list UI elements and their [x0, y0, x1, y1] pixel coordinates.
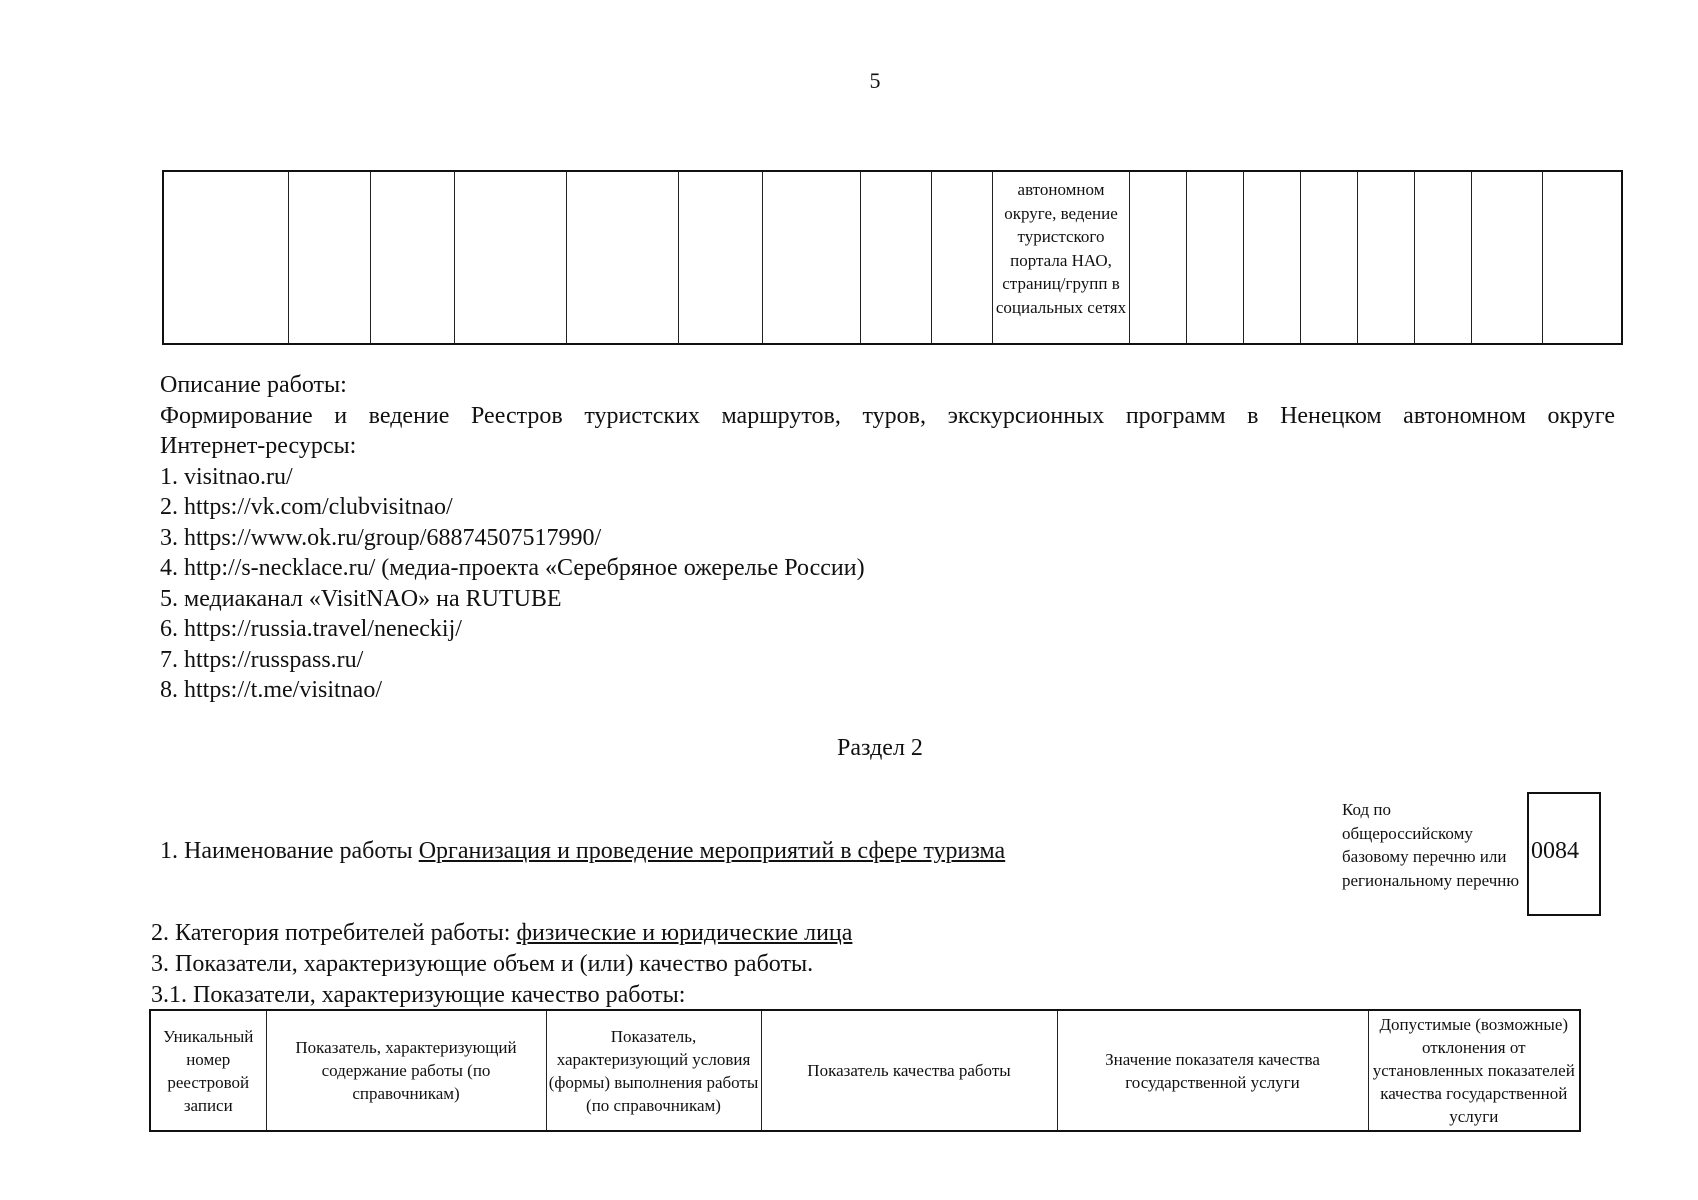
- table-cell: [861, 171, 932, 344]
- table-cell: [1415, 171, 1472, 344]
- section-title: Раздел 2: [837, 735, 923, 761]
- resources-heading: Интернет-ресурсы:: [160, 433, 357, 459]
- table-header-cell: Уникальный номер реестровой записи: [150, 1010, 266, 1131]
- list-item: 8. https://t.me/visitnao/: [160, 677, 382, 703]
- list-item: 5. медиаканал «VisitNAO» на RUTUBE: [160, 585, 562, 612]
- table-header-cell: Показатель, характеризующий содержание работы (по справочникам): [266, 1010, 546, 1131]
- table-cell: [1358, 171, 1415, 344]
- table-cell: [1301, 171, 1358, 344]
- list-item: 6. https://russia.travel/neneckij/: [160, 616, 462, 642]
- table-cell: [567, 171, 679, 344]
- table-cell: [455, 171, 567, 344]
- description-text: Формирование и ведение Реестров туристских маршрутов, туров, экскурсионных программ в Ненецком автономном округе: [160, 402, 1615, 429]
- page-number: 5: [869, 68, 881, 93]
- continued-table: [162, 170, 1623, 345]
- table-cell: [1244, 171, 1301, 344]
- table-cell: [932, 171, 993, 344]
- consumers-line: [151, 920, 852, 947]
- consumers-label: 2. Категория потребителей работы:: [151, 920, 517, 946]
- table-cell: [163, 171, 289, 344]
- list-item: 7. https://russpass.ru/: [160, 646, 364, 673]
- table-cell: [1472, 171, 1543, 344]
- work-description: [160, 370, 1615, 706]
- table-cell-text: автономном округе, ведение туристского портала НАО, страниц/групп в социальных сетях: [995, 180, 1127, 317]
- table-cell: [1543, 171, 1623, 344]
- quality-indicators-line: 3.1. Показатели, характеризующие качество работы:: [151, 982, 686, 1008]
- code-label: Код по общероссийскому базовому перечню или региональному перечню: [1342, 800, 1520, 890]
- code-box: [1527, 792, 1601, 916]
- table-cell: [679, 171, 763, 344]
- quality-table: [149, 1009, 1581, 1132]
- table-row: [163, 171, 1622, 344]
- table-header-row: [150, 1010, 1580, 1131]
- description-heading: Описание работы:: [160, 372, 347, 398]
- indicators-line: 3. Показатели, характеризующие объем и (или) качество работы.: [151, 951, 814, 977]
- table-header-cell: Значение показателя качества государственной услуги: [1057, 1010, 1368, 1131]
- table-cell: [1187, 171, 1244, 344]
- work-name-value: Организация и проведение мероприятий в сфере туризма: [418, 838, 1006, 864]
- code-value: 0084: [1531, 838, 1579, 864]
- consumers-value: физические и юридические лица: [516, 920, 853, 946]
- list-item: 2. https://vk.com/clubvisitnao/: [160, 494, 453, 520]
- table-header-cell: Показатель качества работы: [761, 1010, 1057, 1131]
- work-name-label: 1. Наименование работы: [160, 838, 419, 864]
- table-cell: [763, 171, 861, 344]
- table-header-cell: Показатель, характеризующий условия (формы) выполнения работы (по справочникам): [546, 1010, 761, 1131]
- work-name: [160, 838, 1005, 865]
- table-cell: [993, 171, 1130, 344]
- list-item: 4. http://s-necklace.ru/ (медиа-проекта «Серебряное ожерелье России): [160, 555, 865, 581]
- list-item: 1. visitnao.ru/: [160, 463, 293, 490]
- table-cell: [289, 171, 371, 344]
- table-header-cell: Допустимые (возможные) отклонения от установленных показателей качества государственной услуги: [1368, 1010, 1580, 1131]
- list-item: 3. https://www.ok.ru/group/68874507517990/: [160, 524, 602, 551]
- table-cell: [371, 171, 455, 344]
- table-cell: [1130, 171, 1187, 344]
